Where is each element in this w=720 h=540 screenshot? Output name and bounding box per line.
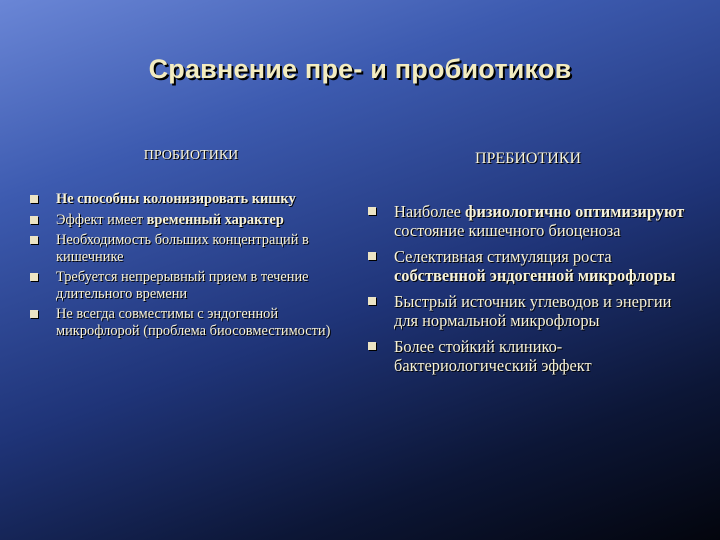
list-item [30, 306, 348, 339]
prebiotics-list [368, 202, 688, 375]
list-item [368, 337, 688, 375]
item-text-bold: собственной эндогенной микрофлоры [394, 266, 676, 285]
slide-title: Сравнение пре- и пробиотиков [148, 54, 572, 84]
square-bullet-icon [30, 273, 38, 281]
prebiotics-heading: ПРЕБИОТИКИ [474, 150, 582, 167]
item-text: Наиболее [394, 202, 466, 221]
item-text: Необходимость больших концентраций в кишечнике [56, 232, 309, 265]
square-bullet-icon [30, 236, 38, 244]
item-text: Селективная стимуляция роста [394, 247, 612, 266]
item-text-bold: Не способны колонизировать кишку [56, 191, 296, 207]
square-bullet-icon [368, 252, 376, 260]
list-item [368, 202, 688, 240]
square-bullet-icon [30, 195, 38, 203]
probiotics-column [30, 148, 348, 343]
square-bullet-icon [30, 216, 38, 224]
item-text: Более стойкий клинико-бактериологический эффект [394, 337, 592, 375]
square-bullet-icon [30, 310, 38, 318]
item-text: состояние кишечного биоценоза [394, 221, 621, 240]
item-text: Эффект имеет [56, 211, 147, 228]
list-item [30, 212, 348, 229]
list-item [30, 269, 348, 302]
square-bullet-icon [368, 342, 376, 350]
item-text: Требуется непрерывный прием в течение длительного времени [56, 269, 309, 302]
item-text: Не всегда совместимы с эндогенной микрофлорой (проблема биосовместимости) [56, 306, 331, 339]
list-item [30, 191, 348, 208]
list-item [30, 232, 348, 265]
item-text-bold: физиологично оптимизируют [465, 202, 685, 221]
probiotics-heading: ПРОБИОТИКИ [143, 148, 239, 163]
list-item [368, 292, 688, 330]
list-item [368, 247, 688, 285]
item-text: Быстрый источник углеводов и энергии для нормальной микрофлоры [394, 292, 672, 330]
item-text-bold: временный характер [146, 211, 284, 228]
square-bullet-icon [368, 207, 376, 215]
probiotics-list [30, 191, 348, 339]
square-bullet-icon [368, 297, 376, 305]
prebiotics-column [368, 150, 688, 382]
